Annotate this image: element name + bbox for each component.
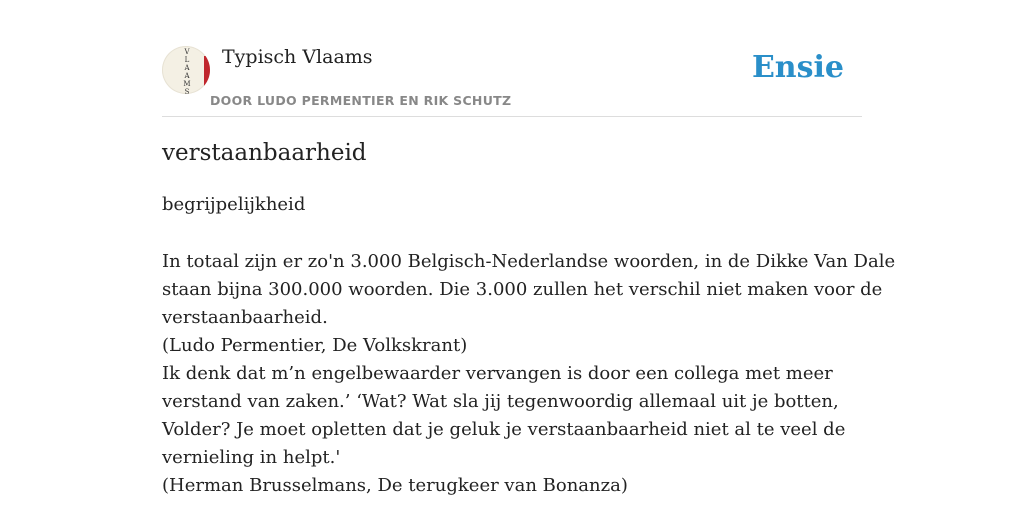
page-header xyxy=(162,0,862,117)
quote-source: (Herman Brusselmans, De terugkeer van Bonanza) xyxy=(162,475,628,496)
quote-line: In totaal zijn er zo'n 3.000 Belgisch-Nederlandse woorden, in de Dikke Van Dale xyxy=(162,251,896,272)
quote-line: Ik denk dat m’n engelbewaarder vervangen is door een collega met meer xyxy=(162,363,833,384)
entry-definition: begrijpelijkheid xyxy=(162,194,306,215)
quote-line: verstand van zaken.’ ‘Wat? Wat sla jij tegenwoordig allemaal uit je botten, xyxy=(162,391,839,412)
ensie-logo[interactable]: Ensie xyxy=(751,50,844,85)
book-authors: DOOR LUDO PERMENTIER EN RIK SCHUTZ xyxy=(210,93,512,108)
entry-term: verstaanbaarheid xyxy=(162,140,367,166)
quote-line: staan bijna 300.000 woorden. Die 3.000 zullen het verschil niet maken voor de xyxy=(162,279,883,300)
quote-line: vernieling in helpt.' xyxy=(162,447,341,468)
book-cover-image[interactable] xyxy=(162,46,210,94)
quote-line: verstaanbaarheid. xyxy=(162,307,328,328)
book-cover-lettering: V L A A M S xyxy=(183,48,191,94)
quote-source: (Ludo Permentier, De Volkskrant) xyxy=(162,335,468,356)
entry-quotes xyxy=(162,248,896,500)
book-cover-spine xyxy=(204,56,210,86)
quote-line: Volder? Je moet opletten dat je geluk je verstaanbaarheid niet al te veel de xyxy=(162,419,846,440)
book-title-link[interactable]: Typisch Vlaams xyxy=(222,46,373,68)
